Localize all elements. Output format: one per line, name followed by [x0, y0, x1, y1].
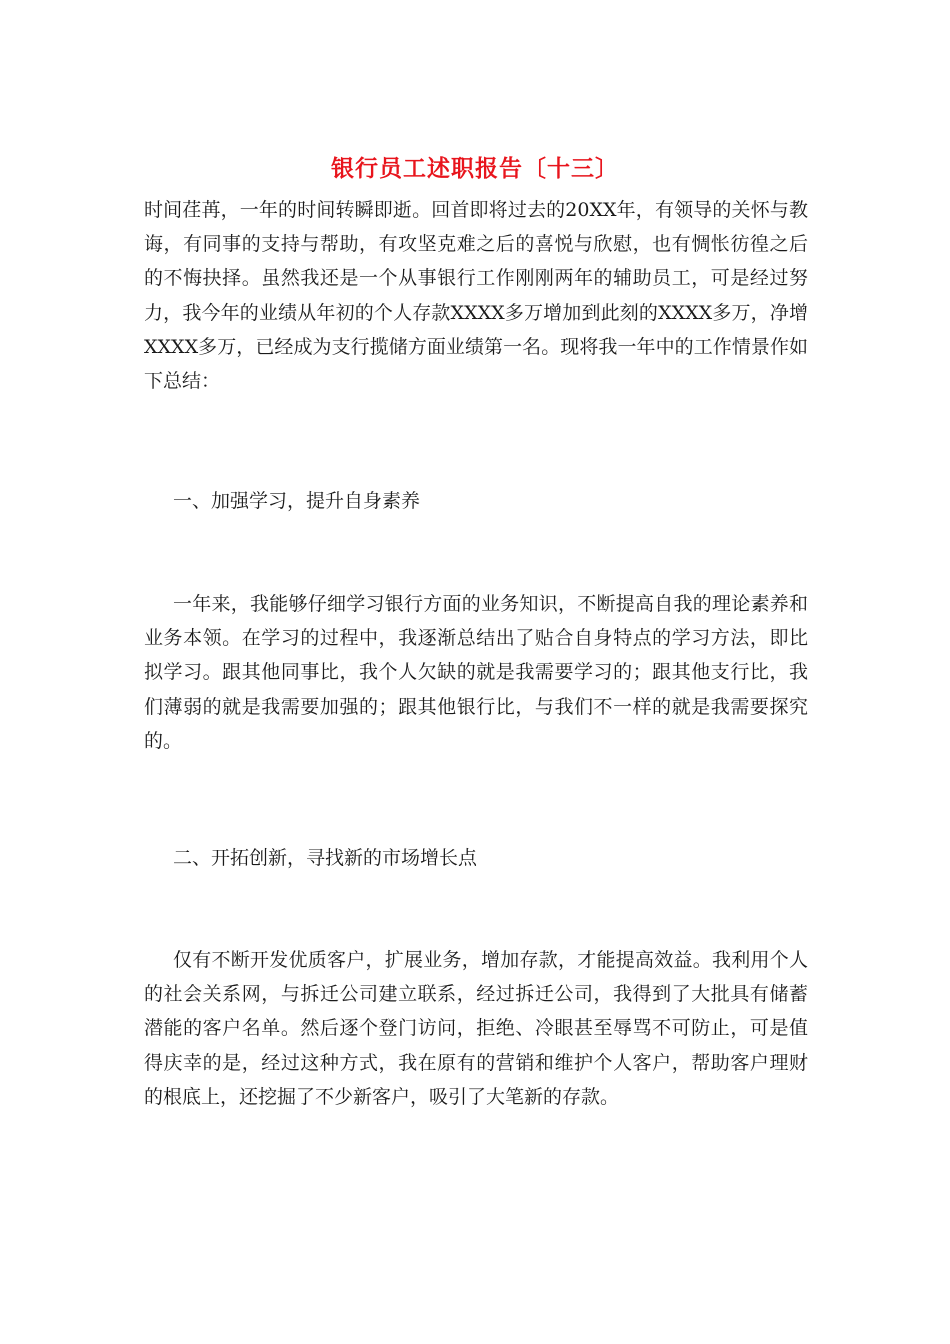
section-2-heading: 二、开拓创新，寻找新的市场增长点 [173, 847, 478, 869]
section-1-heading: 一、加强学习，提升自身素养 [173, 490, 421, 512]
section-2-body: 仅有不断开发优质客户，扩展业务，增加存款，才能提高效益。我利用个人的社会关系网，与拆迁公司建立联系，经过拆迁公司，我得到了大批具有储蓄潜能的客户名单。然后逐个登门访问，拒绝、冷眼甚至辱骂不可防止，可是值得庆幸的是，经过这种方式，我在原有的营销和维护个人客户，帮助客户理财的根底上，还挖掘了不少新客户，吸引了大笔新的存款。 [144, 949, 808, 1108]
section-1-body: 一年来，我能够仔细学习银行方面的业务知识，不断提高自我的理论素养和业务本领。在学习的过程中，我逐渐总结出了贴合自身特点的学习方法，即比拟学习。跟其他同事比，我个人欠缺的就是我需要学习的；跟其他支行比，我们薄弱的就是我需要加强的；跟其他银行比，与我们不一样的就是我需要探究的。 [144, 593, 808, 752]
intro-paragraph: 时间荏苒，一年的时间转瞬即逝。回首即将过去的20XX年，有领导的关怀与教诲，有同事的支持与帮助，有攻坚克难之后的喜悦与欣慰，也有惆怅彷徨之后的不悔抉择。虽然我还是一个从事银行工作刚刚两年的辅助员工，可是经过努力，我今年的业绩从年初的个人存款XXXX多万增加到此刻的XXXX多万，净增XXXX多万，已经成为支行揽储方面业绩第一名。现将我一年中的工作情景作如下总结： [144, 199, 808, 393]
document-title: 银行员工述职报告〔十三〕 [331, 155, 619, 182]
